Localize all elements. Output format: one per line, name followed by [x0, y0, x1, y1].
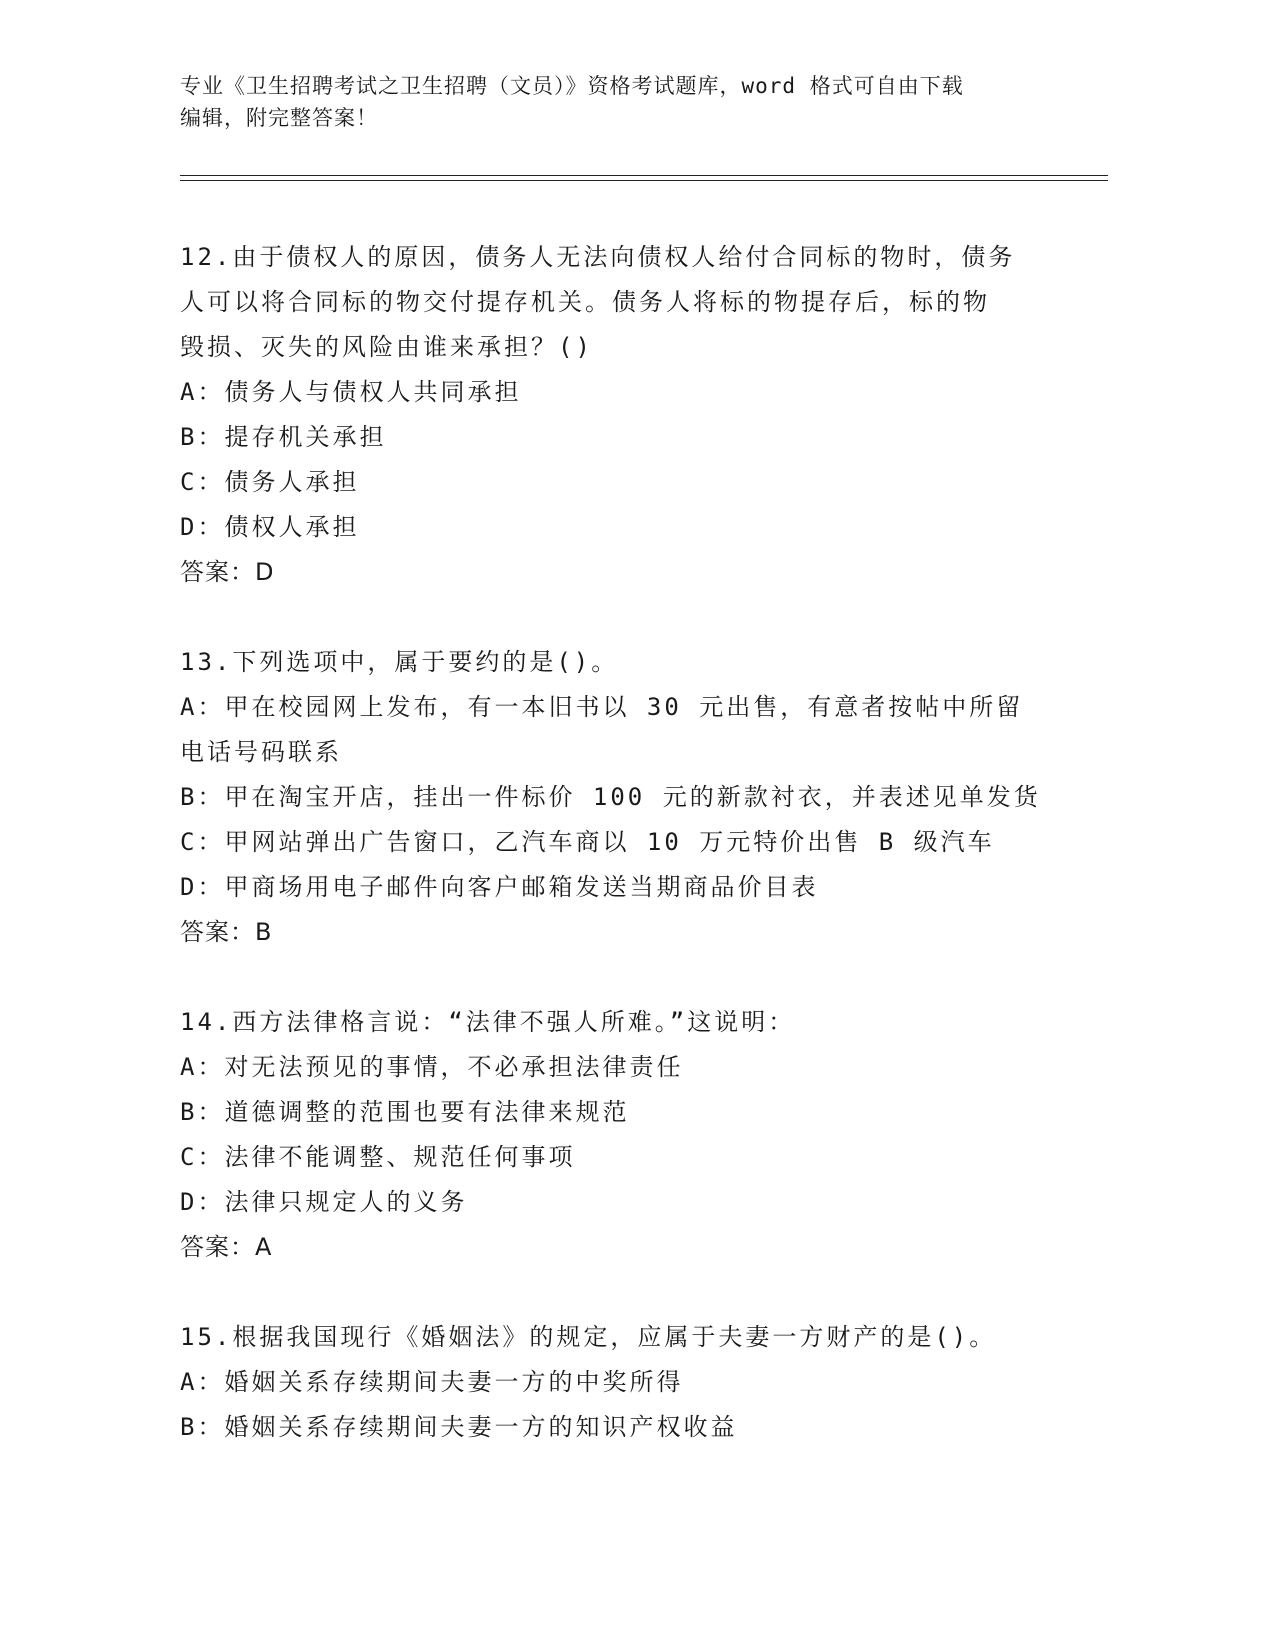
option-a-continued: 电话号码联系: [180, 738, 342, 766]
question-stem-line: 14.西方法律格言说：“法律不强人所难。”这说明：: [180, 1008, 796, 1036]
document-header: [180, 70, 1060, 134]
header-line-2: 编辑，附完整答案！: [180, 106, 378, 130]
question-12: [180, 235, 1080, 595]
answer-line: 答案：D: [180, 558, 275, 586]
question-stem-line: 毁损、灭失的风险由谁来承担？(): [180, 333, 593, 361]
question-15: [180, 1315, 1080, 1450]
option-a: A：对无法预见的事情，不必承担法律责任: [180, 1053, 684, 1081]
option-b: B：道德调整的范围也要有法律来规范: [180, 1098, 630, 1126]
answer-line: 答案：B: [180, 918, 273, 946]
option-a: A：婚姻关系存续期间夫妻一方的中奖所得: [180, 1368, 684, 1396]
option-d: D：法律只规定人的义务: [180, 1188, 468, 1216]
header-divider-top: [180, 175, 1108, 176]
question-13: [180, 640, 1080, 955]
question-list: [180, 235, 1080, 1495]
header-divider-bottom: [180, 180, 1108, 181]
option-b: B：甲在淘宝开店，挂出一件标价 100 元的新款衬衣，并表述见单发货: [180, 783, 1041, 811]
question-14: [180, 1000, 1080, 1270]
option-d: D：甲商场用电子邮件向客户邮箱发送当期商品价目表: [180, 873, 819, 901]
option-b: B：提存机关承担: [180, 423, 387, 451]
question-stem-line: 人可以将合同标的物交付提存机关。债务人将标的物提存后，标的物: [180, 288, 990, 316]
option-a: A：债务人与债权人共同承担: [180, 378, 522, 406]
answer-line: 答案：A: [180, 1233, 273, 1261]
question-stem-line: 12.由于债权人的原因，债务人无法向债权人给付合同标的物时，债务: [180, 243, 1016, 271]
option-a: A：甲在校园网上发布，有一本旧书以 30 元出售，有意者按帖中所留: [180, 693, 1024, 721]
option-d: D：债权人承担: [180, 513, 360, 541]
question-stem-line: 13.下列选项中，属于要约的是()。: [180, 648, 619, 676]
question-stem-line: 15.根据我国现行《婚姻法》的规定，应属于夫妻一方财产的是()。: [180, 1323, 997, 1351]
option-b: B：婚姻关系存续期间夫妻一方的知识产权收益: [180, 1413, 738, 1441]
option-c: C：甲网站弹出广告窗口，乙汽车商以 10 万元特价出售 B 级汽车: [180, 828, 995, 856]
header-line-1: 专业《卫生招聘考试之卫生招聘（文员）》资格考试题库，word 格式可自由下载: [180, 74, 964, 98]
option-c: C：债务人承担: [180, 468, 360, 496]
option-c: C：法律不能调整、规范任何事项: [180, 1143, 576, 1171]
